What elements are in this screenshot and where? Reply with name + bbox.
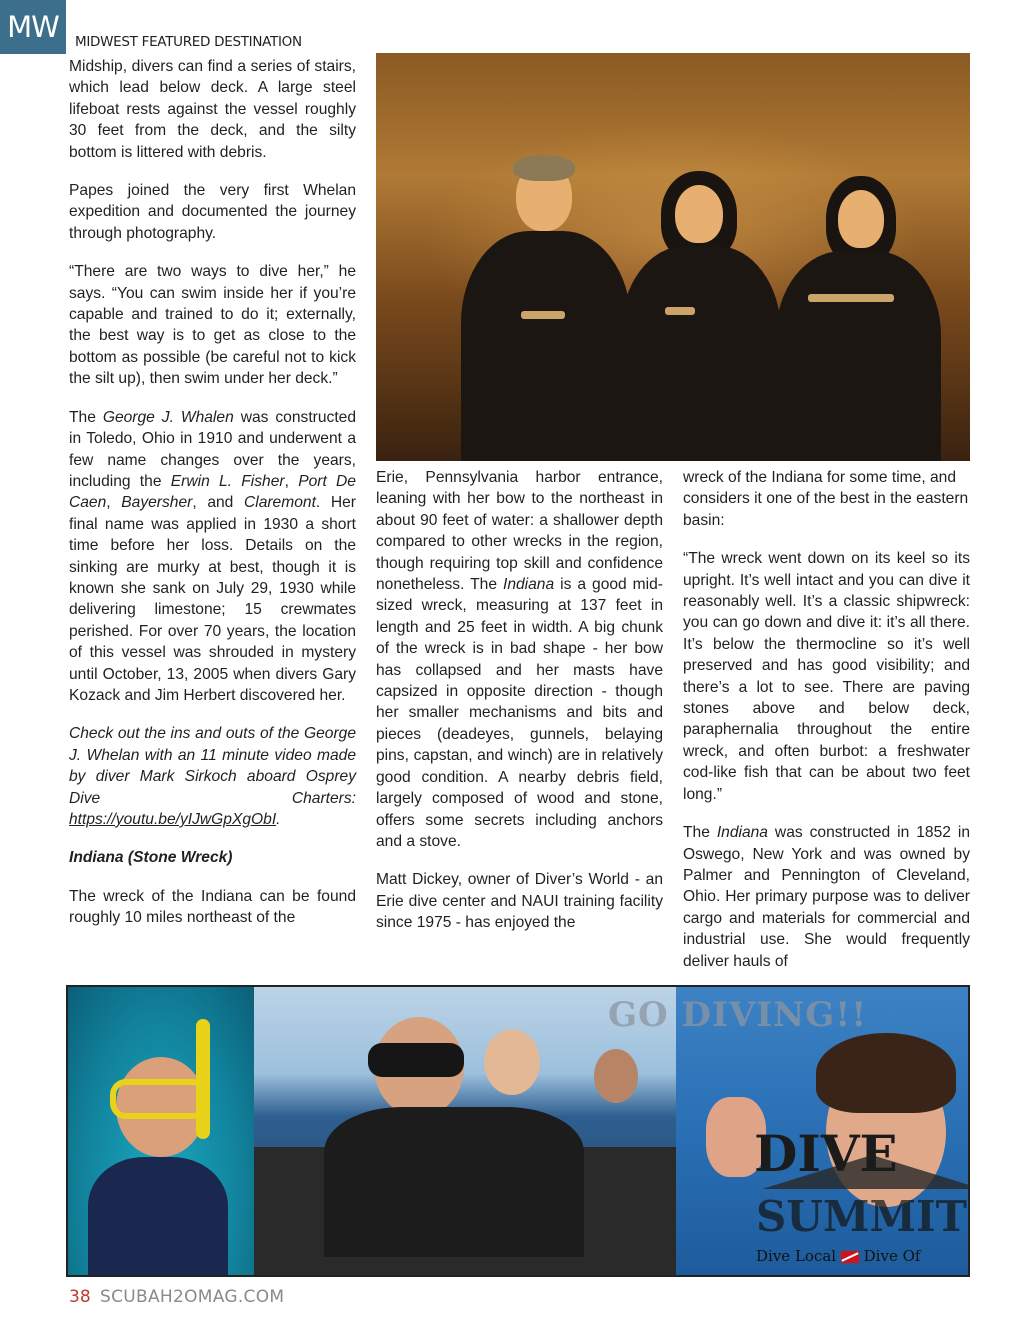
text-run: was constructed in 1852 in Oswego, New York and was owned by Palmer and Pennington of Cleveland, Ohio. Her primary purpose was to deliver cargo and materials for commercial and industrial use. She would frequently deliver hauls of [683,824,970,970]
diver-figure [621,171,781,461]
paragraph [683,822,970,972]
wetsuit [324,1107,584,1257]
text-run: , and [192,494,244,512]
dive-summit-ad[interactable] [66,985,970,1277]
hair [816,1033,956,1113]
page-number: 38 [69,1287,91,1307]
mask-icon [368,1043,464,1077]
diver-face [484,1029,540,1095]
paragraph: Matt Dickey, owner of Diver’s World - an Erie dive center and NAUI training facility since 1975 - has enjoyed the [376,871,663,932]
paragraph: Papes joined the very first Whelan expedition and documented the journey through photography. [69,182,356,242]
text-run: Erie, Pennsylvania harbor entrance, leaning with her bow to the northeast in about 90 feet of water: a shallower depth compared to other wrecks in the region, though requiring top skill and confidence nonetheless. The [376,469,663,594]
paragraph: Midship, divers can find a series of stairs, which lead below deck. A large steel lifeboat rests against the vessel roughly 30 feet from the deck, and the silty bottom is littered with debris. [69,58,356,161]
ship-name: Bayersher [121,494,193,512]
mask-icon [110,1079,208,1119]
brand-summit: SUMMIT [756,1192,967,1241]
section-title: MIDWEST FEATURED DESTINATION [75,34,302,50]
quote: “The wreck went down on its keel so its upright. It’s well intact and you can dive it reasonably well. It’s a classic shipwreck: you can go down and dive it: it’s all there. It’s below the thermocline so it’s well preserved and has good visibility; and there’s a lot to see. There are paving stones above and below deck, paraphernalia throughout the entire wreck, and often burbot: a freshwater cod-like fish that can be about two feet long.” [683,550,970,803]
diver-face [594,1049,638,1103]
diver-figure [461,161,631,461]
text-run: , [284,472,299,490]
site-url[interactable]: SCUBAH2OMAG.COM [100,1287,285,1307]
text-run: . Her final name was applied in 1930 a short time before her loss. Details on the sinking are murky at best, though it is known she sank on July 29, 1930 while delivering limestone; 15 crewmates perished. For over 70 years, the location of this vessel was shrouded in mystery until October, 13, 2005 when divers Gary Kozack and Jim Herbert discovered her. [69,494,357,704]
subheading: Indiana (Stone Wreck) [69,849,233,867]
paragraph [376,467,663,852]
diver-figure [776,176,941,461]
wetsuit [621,246,781,461]
brand-tagline [756,1247,920,1265]
article-column-1 [69,56,356,946]
section-badge: MW [0,0,66,54]
text-run: , [106,494,122,512]
video-note [69,723,356,830]
ship-name: Port De Caen [69,472,356,512]
ship-name: Indiana [716,824,768,842]
tagline-right: Dive Of [863,1247,921,1265]
brand-dive: DIVE [754,1124,898,1183]
text-run: The [683,824,717,842]
text-run: Check out the ins and outs of the George J. Whelan with an 11 minute video made by diver Mark Sirkoch aboard Osprey Dive Charters: [69,725,356,807]
wetsuit [776,251,941,461]
ship-name: Claremont [243,494,316,512]
article-column-2 [376,467,663,951]
tagline-left: Dive Local [756,1247,837,1265]
paragraph [69,407,356,707]
ad-headline: GO DIVING!! [608,995,868,1035]
ship-name: George J. Whalen [102,408,234,426]
snorkel-icon [196,1019,210,1139]
ship-name: Erwin L. Fisher [170,472,285,490]
paragraph: wreck of the Indiana for some time, and considers it one of the best in the eastern basin: [683,469,969,529]
dive-flag-icon [841,1251,859,1263]
snorkeler-photo [68,987,254,1275]
diver-head [838,190,884,248]
text-run: is a good mid-sized wreck, measuring at 137 feet in length and 25 feet in width. A big chunk of the wreck is in bad shape - her bow has collapsed and her masts have capsized in opposite direction - though her smaller mechanisms and bits and pieces (deadeyes, gunnels, belaying pins, capstan, and winch) are in relatively good condition. A nearby debris field, largely composed of wood and stone, offers some secrets including anchors and a stove. [376,576,664,850]
article-column-3 [683,467,970,989]
suit-logo [521,311,565,319]
text-run: was constructed in Toledo, Ohio in 1910 and underwent a few name changes over the years, including the [69,408,356,490]
suit-logo [808,294,894,302]
divers-photo [376,53,970,461]
cap-icon [513,155,575,181]
paragraph: The wreck of the Indiana can be found roughly 10 miles northeast of the [69,887,356,927]
diver-head [675,185,723,243]
wetsuit [88,1157,228,1277]
ship-name: Indiana [502,576,555,594]
paragraph: “There are two ways to dive her,” he says. “You can swim inside her if you’re capable and trained to do it; externally, the best way is to get as close to the bottom as possible (be careful not to kick the silt up), then swim under her deck.” [69,263,356,388]
video-link[interactable]: https://youtu.be/yIJwGpXgObI [69,811,277,828]
text-run: The [69,408,103,426]
text-run: . [276,811,281,828]
suit-logo [665,307,695,315]
wetsuit [461,231,631,461]
